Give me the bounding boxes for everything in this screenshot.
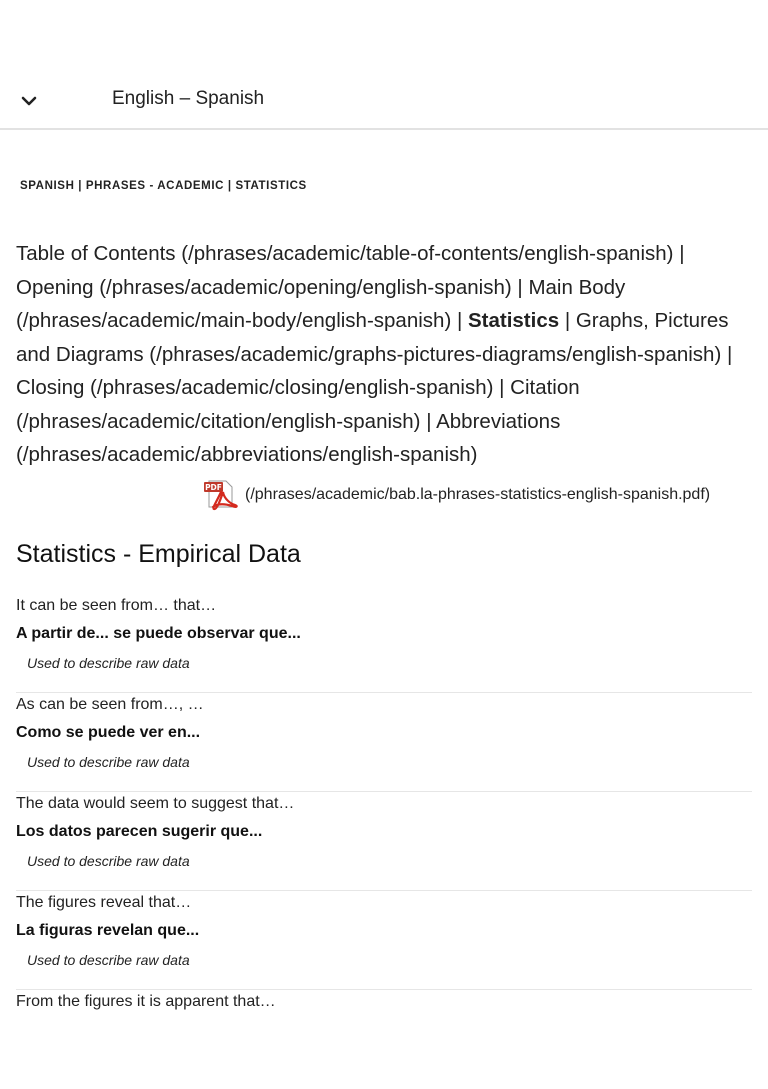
phrase-usage-note: Used to describe raw data: [27, 853, 190, 869]
phrase-item: [16, 891, 752, 990]
toc-link-opening[interactable]: Opening (/phrases/academic/opening/english-spanish): [16, 275, 512, 299]
phrase-usage-note: Used to describe raw data: [27, 754, 190, 770]
toc-link-main-body[interactable]: Main Body (/phrases/academic/main-body/english-spanish): [16, 275, 626, 332]
toc-link-abbreviations[interactable]: Abbreviations (/phrases/academic/abbreviations/english-spanish): [16, 409, 561, 466]
phrase-usage-note: Used to describe raw data: [27, 952, 190, 968]
section-title: Statistics - Empirical Data: [16, 540, 301, 568]
phrase-list: [16, 594, 752, 1089]
toc-current-statistics: Statistics: [467, 309, 560, 332]
phrase-spanish: A partir de... se puede observar que...: [16, 625, 301, 642]
breadcrumb: SPANISH | PHRASES - ACADEMIC | STATISTICS: [20, 180, 307, 192]
language-pair-selector[interactable]: English – Spanish: [112, 88, 265, 109]
phrase-english: From the figures it is apparent that…: [16, 993, 276, 1010]
phrase-item: [16, 792, 752, 891]
language-bar: [0, 0, 768, 130]
phrase-spanish: Los datos parecen sugerir que...: [16, 823, 263, 840]
pdf-icon[interactable]: [204, 479, 238, 511]
toc-link-closing[interactable]: Closing (/phrases/academic/closing/english-spanish): [16, 376, 494, 399]
phrase-spanish: Como se puede ver en...: [16, 724, 201, 741]
svg-text:PDF: PDF: [205, 483, 222, 492]
pdf-download[interactable]: [204, 478, 710, 512]
toc-link-table-of-contents[interactable]: Table of Contents (/phrases/academic/table-of-contents/english-spanish): [16, 242, 674, 265]
pdf-link[interactable]: (/phrases/academic/bab.la-phrases-statistics-english-spanish.pdf): [245, 486, 711, 503]
phrase-item: [16, 594, 752, 693]
phrase-english: It can be seen from… that…: [16, 597, 217, 614]
phrase-english: The figures reveal that…: [16, 894, 192, 911]
toc-link-graphs-pictures-diagrams[interactable]: Graphs, Pictures and Diagrams (/phrases/academic/graphs-pictures-diagrams/english-spanish): [16, 309, 729, 366]
toc-link-citation[interactable]: Citation (/phrases/academic/citation/english-spanish): [16, 376, 580, 433]
phrase-usage-note: Used to describe raw data: [27, 655, 190, 671]
chevron-down-icon[interactable]: [20, 92, 38, 110]
phrase-item: [16, 693, 752, 792]
table-of-contents: Table of Contents (/phrases/academic/table-of-contents/english-spanish) | Opening (/phrases/academic/opening/english-spanish) | Main Body (/phrases/academic/main-body/english-spanish) | Statistics | Graphs, Pictures and Diagrams (/phrases/academic/graphs-pictures-diagrams/english-spanish) | Closing (/phrases/academic/closing/english-spanish) | Citation (/phrases/academic/citation/english-spanish) | Abbreviations (/phrases/academic/abbreviations/english-spanish): [16, 242, 733, 466]
phrase-item: [16, 990, 752, 1089]
phrase-spanish: La figuras revelan que...: [16, 922, 200, 939]
phrase-english: The data would seem to suggest that…: [16, 795, 295, 812]
phrase-english: As can be seen from…, …: [16, 696, 204, 713]
